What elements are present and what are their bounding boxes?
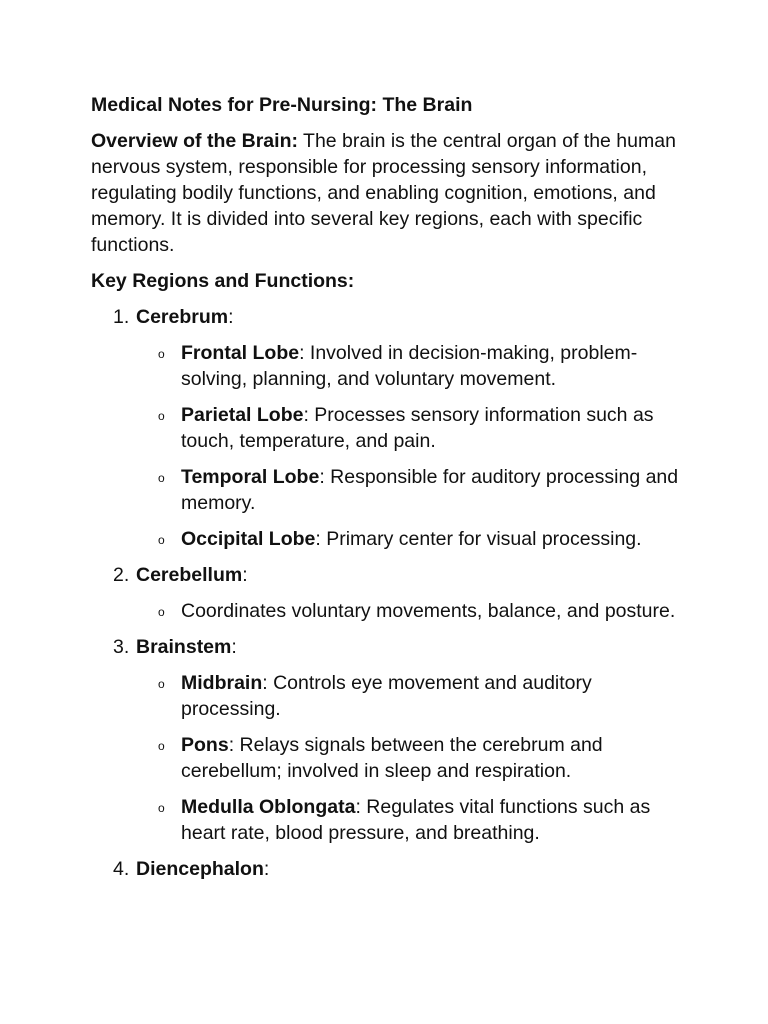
bullet-icon: o: [158, 471, 165, 485]
subregion-term: Temporal Lobe: [181, 466, 320, 488]
subregion-item: [91, 598, 691, 624]
bullet-icon: o: [158, 605, 165, 619]
bullet-icon: o: [158, 409, 165, 423]
document-title: Medical Notes for Pre-Nursing: The Brain: [91, 94, 473, 116]
bullet-icon: o: [158, 677, 165, 691]
subregion-item: [91, 402, 691, 454]
subregion-text: : Processes sensory information such as touch, temperature, and pain.: [181, 404, 654, 452]
subregion-text: : Responsible for auditory processing and memory.: [181, 466, 679, 514]
region-suffix: :: [231, 636, 237, 658]
region-suffix: :: [228, 306, 234, 328]
subregion-item: [91, 732, 691, 784]
region-number: 3.: [113, 636, 130, 658]
region-item: [91, 562, 691, 624]
region-heading: [91, 562, 691, 588]
subregion-term: Midbrain: [181, 672, 263, 694]
region-name: Cerebrum: [136, 306, 229, 328]
region-heading: [91, 634, 691, 660]
region-suffix: :: [242, 564, 248, 586]
region-name: Cerebellum: [136, 564, 243, 586]
subregion-text: : Primary center for visual processing.: [315, 528, 642, 550]
subregion-item: [91, 464, 691, 516]
overview-label: Overview of the Brain:: [91, 130, 298, 152]
region-item: [91, 634, 691, 846]
key-regions-heading: Key Regions and Functions:: [91, 270, 355, 292]
subregion-term: Parietal Lobe: [181, 404, 304, 426]
document-page: [91, 92, 691, 892]
overview-text: The brain is the central organ of the human nervous system, responsible for processing sensory information, regulating bodily functions, and enabling cognition, emotions, and memory. It is divided into several key regions, each with specific functions.: [91, 130, 676, 256]
subregion-list: [91, 340, 691, 552]
region-heading: [91, 304, 691, 330]
subregion-term: Frontal Lobe: [181, 342, 300, 364]
subregion-item: [91, 794, 691, 846]
subregion-text: : Controls eye movement and auditory processing.: [181, 672, 592, 720]
regions-list: [91, 304, 691, 882]
subregion-term: Occipital Lobe: [181, 528, 316, 550]
subregion-text: : Involved in decision-making, problem-solving, planning, and voluntary movement.: [181, 342, 638, 390]
overview-paragraph: [91, 128, 691, 258]
region-item: [91, 856, 691, 882]
region-name: Brainstem: [136, 636, 232, 658]
subregion-text: : Regulates vital functions such as heart rate, blood pressure, and breathing.: [181, 796, 651, 844]
subregion-item: [91, 340, 691, 392]
region-name: Diencephalon: [136, 858, 264, 880]
subregion-list: [91, 670, 691, 846]
subregion-text: : Relays signals between the cerebrum and cerebellum; involved in sleep and respiration.: [181, 734, 603, 782]
subregion-item: [91, 670, 691, 722]
subregion-item: [91, 526, 691, 552]
region-number: 2.: [113, 564, 130, 586]
bullet-icon: o: [158, 801, 165, 815]
region-number: 4.: [113, 858, 130, 880]
region-heading: [91, 856, 691, 882]
bullet-icon: o: [158, 347, 165, 361]
subregion-text: Coordinates voluntary movements, balance, and posture.: [181, 600, 676, 622]
bullet-icon: o: [158, 739, 165, 753]
subregion-list: [91, 598, 691, 624]
bullet-icon: o: [158, 533, 165, 547]
subregion-term: Medulla Oblongata: [181, 796, 356, 818]
subregion-term: Pons: [181, 734, 229, 756]
region-item: [91, 304, 691, 552]
region-number: 1.: [113, 306, 130, 328]
region-suffix: :: [263, 858, 270, 880]
